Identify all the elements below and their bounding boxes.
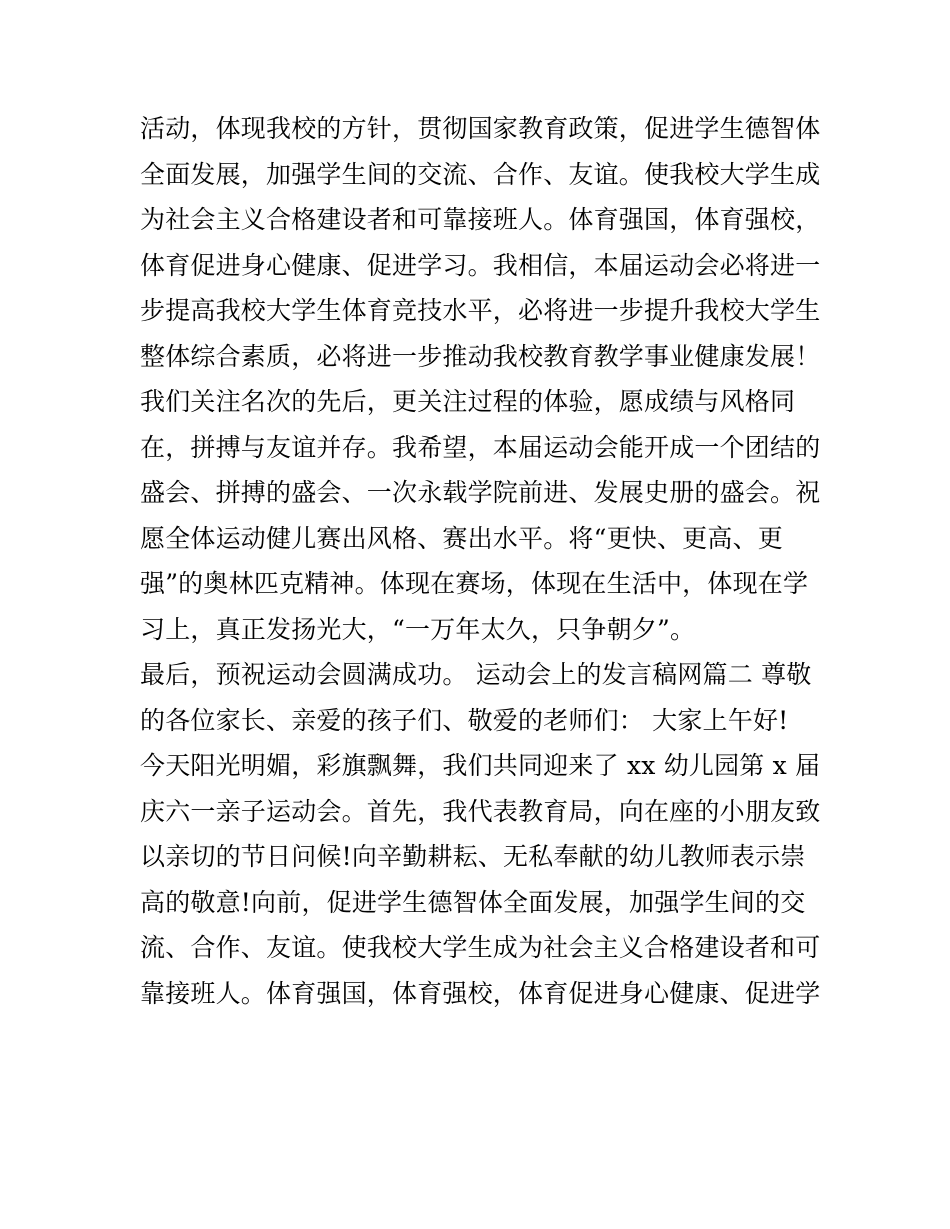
text-line: 习上，真正发扬光大，“一万年太久，只争朝夕”。 bbox=[140, 614, 696, 644]
text-line: 步提高我校大学生体育竞技水平，必将进一步提升我校大学生 bbox=[140, 296, 821, 325]
text-line: 庆六一亲子运动会。首先，我代表教育局，向在座的小朋友致 bbox=[140, 796, 821, 826]
text-line: 的各位家长、亲爱的孩子们、敬爱的老师们： 大家上午好! bbox=[140, 705, 789, 735]
text-line: 我们关注名次的先后，更关注过程的体验，愿成绩与风格同 bbox=[140, 387, 796, 416]
text-line: 强”的奥林匹克精神。体现在赛场，体现在生活中，体现在学 bbox=[140, 569, 809, 598]
text-line: 体育促进身心健康、促进学习。我相信，本届运动会必将进一 bbox=[140, 250, 821, 280]
text-line: 高的敬意!向前，促进学生德智体全面发展，加强学生间的交 bbox=[140, 887, 806, 917]
text-line: 全面发展，加强学生间的交流、合作、友谊。使我校大学生成 bbox=[140, 159, 821, 189]
text-line: 活动，体现我校的方针，贯彻国家教育政策，促进学生德智体 bbox=[140, 114, 821, 143]
text-line: 为社会主义合格建设者和可靠接班人。体育强国，体育强校， bbox=[140, 205, 821, 234]
text-line: 流、合作、友谊。使我校大学生成为社会主义合格建设者和可 bbox=[140, 933, 821, 962]
text-line: 今天阳光明媚，彩旗飘舞，我们共同迎来了 xx 幼儿园第 x 届 bbox=[140, 751, 821, 780]
text-line: 以亲切的节日问候!向辛勤耕耘、无私奉献的幼儿教师表示崇 bbox=[140, 842, 806, 871]
text-line: 靠接班人。体育强国，体育强校，体育促进身心健康、促进学 bbox=[140, 978, 821, 1008]
text-line: 最后，预祝运动会圆满成功。 运动会上的发言稿网篇二 尊敬 bbox=[140, 660, 812, 689]
body-text bbox=[140, 106, 820, 1016]
text-line: 愿全体运动健儿赛出风格、赛出水平。将“更快、更高、更 bbox=[140, 523, 783, 553]
text-line: 在，拼搏与友谊并存。我希望，本届运动会能开成一个团结的 bbox=[140, 432, 821, 462]
text-line: 整体综合素质，必将进一步推动我校教育教学事业健康发展！ bbox=[140, 341, 821, 371]
text-line: 盛会、拼搏的盛会、一次永载学院前进、发展史册的盛会。祝 bbox=[140, 478, 821, 507]
